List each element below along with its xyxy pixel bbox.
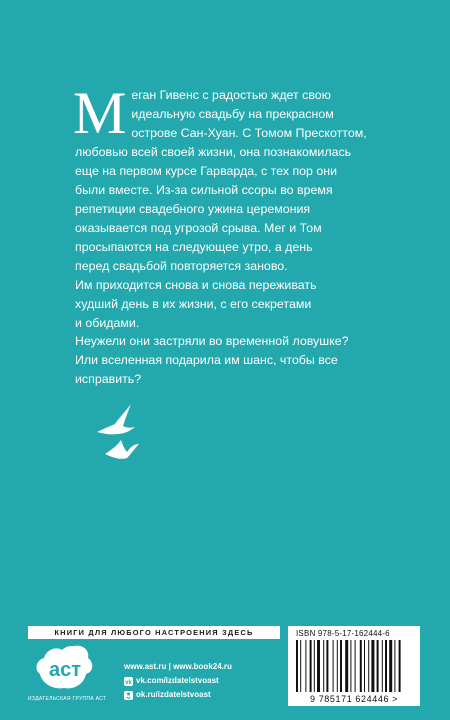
publisher-caption: ИЗДАТЕЛЬСКАЯ ГРУППА АСТ <box>28 696 107 702</box>
description-line: любовью всей своей жизни, она познакомилась <box>75 145 352 159</box>
question-line: Неужели они застряли во временной ловушке? <box>75 334 349 348</box>
ast-logo <box>34 644 96 692</box>
isbn-barcode-panel <box>288 626 420 706</box>
logo-text: аст <box>48 659 82 681</box>
description-line: перед свадьбой повторяется заново. <box>75 259 288 273</box>
ok-link-row <box>124 688 232 702</box>
description-line: просыпаются на следующее утро, а день <box>75 240 313 254</box>
ok-link[interactable]: ok.ru/izdatelstvoast <box>136 690 211 699</box>
book-description <box>73 80 375 333</box>
barcode-icon <box>294 640 414 694</box>
question-line: исправить? <box>75 372 142 386</box>
description-line: Им приходится снова и снова переживать <box>75 278 317 292</box>
description-line: оказывается под угрозой срыва. Мег и Том <box>75 221 322 235</box>
question-line: Или вселенная подарила им шанс, чтобы все <box>75 353 338 367</box>
description-line: худший день в их жизни, с его секретами <box>75 297 312 311</box>
description-paragraph-2 <box>75 332 385 389</box>
description-line: репетиции свадебного ужина церемония <box>75 202 311 216</box>
publisher-links <box>124 660 232 702</box>
vk-link-row <box>124 674 232 688</box>
birds-icon <box>95 388 155 468</box>
vk-link[interactable]: vk.com/izdatelstvoast <box>136 676 219 685</box>
publisher-tagline: КНИГИ ДЛЯ ЛЮБОГО НАСТРОЕНИЯ ЗДЕСЬ <box>28 626 280 639</box>
ok-icon <box>124 691 133 700</box>
isbn-number: ISBN 978-5-17-162444-6 <box>296 629 390 638</box>
description-line: острове Сан-Хуан. С Томом Прескоттом, <box>131 126 367 140</box>
web-links-row <box>124 660 232 674</box>
drop-cap: М <box>73 80 127 146</box>
svg-text:vk: vk <box>125 679 132 686</box>
description-line: идеальную свадьбу на прекрасном <box>131 107 334 121</box>
barcode-digits: 9 785171 624446 > <box>309 694 399 704</box>
description-line: еще на первом курсе Гарварда, с тех пор они <box>75 164 338 178</box>
description-line: еган Гивенс с радостью ждет свою <box>131 88 331 102</box>
web-links[interactable]: www.ast.ru | www.book24.ru <box>124 662 232 671</box>
vk-icon <box>124 677 133 686</box>
description-line: были вместе. Из-за сильной ссоры во время <box>75 183 333 197</box>
description-line: и обидами. <box>75 316 140 330</box>
